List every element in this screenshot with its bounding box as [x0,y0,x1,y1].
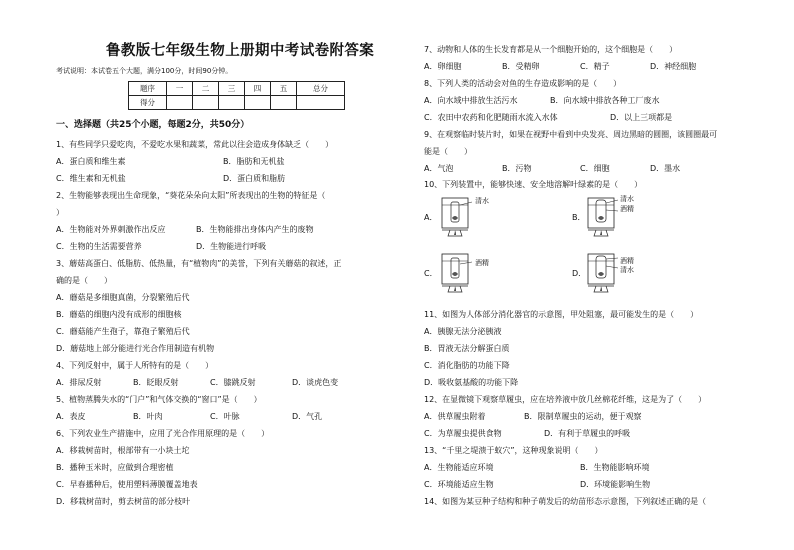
question-stem-continued: 确的是（ ） [56,276,112,285]
score-cell: 二 [193,82,219,96]
option-b: B．胃液无法分解蛋白质 [424,344,510,353]
option-c: C．叶脉 [210,412,240,421]
option-a: A．移栽树苗时，根部带有一小块土坨 [56,446,190,455]
section-heading: 一、选择题（共25个小题，每题2分，共50分） [56,120,250,130]
option-c: C．膝跳反射 [210,378,256,387]
question-stem: 2、生物能够表现出生命现象，“葵花朵朵向太阳”所表现出的生物的特征是（ [56,191,326,200]
option-b: B．蘑菇的细胞内没有成形的细胞核 [56,310,182,319]
score-input-cell [245,96,271,110]
option-d: D．蛋白质和脂肪 [223,174,286,183]
score-cell: 四 [245,82,271,96]
option-a: A．蘑菇是多细胞真菌，分裂繁殖后代 [56,293,190,302]
option-c: C．维生素和无机盐 [56,174,126,183]
option-a: A．表皮 [56,412,86,421]
score-table-score-row [129,96,345,110]
option-a: A．向水域中排放生活污水 [424,96,518,105]
option-c: C．蘑菇能产生孢子，靠孢子繁殖后代 [56,327,190,336]
score-table [128,81,345,110]
option-d: D．以上三项都是 [610,113,673,122]
score-input-cell [193,96,219,110]
option-b: B．脂肪和无机盐 [223,157,285,166]
question-stem-continued: 能是（ ） [424,147,472,156]
question-stem: 10、下列装置中，能够快速、安全地溶解叶绿素的是（ ） [424,180,643,189]
question-stem: 5、植物蒸腾失水的“门户”和气体交换的“窗口”是（ ） [56,395,262,404]
option-c: C．生物的生活需要营养 [56,242,142,251]
option-d: D．移栽树苗时，剪去树苗的部分枝叶 [56,497,191,506]
option-c: C．农田中农药和化肥随雨水流入水体 [424,113,558,122]
question-stem: 1、有些同学只爱吃肉，不爱吃水果和蔬菜，常此以往会造成身体缺乏（ ） [56,140,334,149]
question-stem-continued: ） [56,208,64,217]
score-table-header-row [129,82,345,96]
question-stem: 6、下列农业生产措施中，应用了光合作用原理的是（ ） [56,429,270,438]
question-stem: 4、下列反射中，属于人所特有的是（ ） [56,361,214,370]
option-a: A．生物能适应环境 [424,463,494,472]
option-c: C．细胞 [580,164,610,173]
score-cell: 得分 [129,96,167,110]
score-input-cell [219,96,245,110]
question-stem: 13、“千里之堤溃于蚁穴”，这种现象说明（ ） [424,446,603,455]
option-b: B．受精卵 [502,62,540,71]
option-c: C．为草履虫提供食物 [424,429,502,438]
option-b: B．叶肉 [133,412,163,421]
label-water: 清水 [475,197,489,205]
question-stem: 8、下列人类的活动会对鱼的生存造成影响的是（ ） [424,79,622,88]
option-d: D．有利于草履虫的呼吸 [544,429,631,438]
option-c: C． [424,269,438,278]
score-input-cell [167,96,193,110]
option-a: A．蛋白质和维生素 [56,157,126,166]
score-cell: 题序 [129,82,167,96]
option-d: D．环境能影响生物 [580,480,651,489]
option-a: A．生物能对外界刺激作出反应 [56,225,166,234]
option-c: C．精子 [580,62,610,71]
exam-instructions: 考试说明：本试卷五个大题，满分100分，时间90分钟。 [56,67,233,75]
label-water: 清水 [620,195,634,203]
option-d: D．气孔 [292,412,323,421]
option-a: A．胰腺无法分泌胰液 [424,327,502,336]
option-b: B．限制草履虫的运动，便于观察 [524,412,642,421]
option-b: B．向水域中排放各种工厂废水 [550,96,660,105]
option-d: D．谈虎色变 [292,378,339,387]
score-cell: 五 [271,82,297,96]
question-stem: 3、蘑菇高蛋白、低脂肪、低热量，有“植物肉”的美誉，下列有关蘑菇的叙述，正 [56,259,342,268]
option-a: A．卵细胞 [424,62,462,71]
option-b: B．生物能影响环境 [580,463,650,472]
score-input-cell [271,96,297,110]
right-column [414,0,754,550]
question-stem: 7、动物和人体的生长发育都是从一个细胞开始的，这个细胞是（ ） [424,45,678,54]
option-b: B． [572,213,586,222]
label-alcohol: 酒精 [620,205,634,213]
option-c: C．早春播种后，使用塑料薄膜覆盖地表 [56,480,198,489]
question-stem: 11、如图为人体部分消化器官的示意图，甲处阻塞，最可能发生的是（ ） [424,310,699,319]
label-alcohol: 酒精 [475,259,489,267]
option-d: D．神经细胞 [650,62,697,71]
option-a: A．供草履虫附着 [424,412,486,421]
apparatus-c-diagram [438,250,490,294]
left-column [48,0,382,550]
option-d: D．蘑菇地上部分能进行光合作用制造有机物 [56,344,215,353]
option-c: C．环境能适应生物 [424,480,494,489]
option-d: D． [572,269,587,278]
option-c: C．消化脂肪的功能下降 [424,361,510,370]
page-title: 鲁教版七年级生物上册期中考试卷附答案 [106,42,375,59]
score-cell: 一 [167,82,193,96]
option-a: A．气泡 [424,164,454,173]
option-b: B．播种玉米时，应做到合理密植 [56,463,174,472]
option-d: D．生物能进行呼吸 [196,242,267,251]
question-stem: 14、如图为某豆种子结构和种子萌发后的幼苗形态示意图，下列叙述正确的是（ [424,497,707,506]
question-stem: 12、在显微镜下观察草履虫，应在培养液中放几丝棉花纤维，这是为了（ ） [424,395,707,404]
option-a: A． [424,213,438,222]
score-cell: 三 [219,82,245,96]
option-d: D．墨水 [650,164,681,173]
question-stem: 9、在观察临时装片时，如果在视野中看到中央发亮、周边黑暗的圆圈，该圆圈最可 [424,130,718,139]
label-alcohol: 酒精 [620,257,634,265]
score-cell: 总分 [297,82,345,96]
option-a: A．排尿反射 [56,378,102,387]
option-b: B．眨眼反射 [133,378,179,387]
label-water: 清水 [620,266,634,274]
option-d: D．吸收氨基酸的功能下降 [424,378,519,387]
option-b: B．生物能排出身体内产生的废物 [196,225,314,234]
score-input-cell [297,96,345,110]
option-b: B．污物 [502,164,532,173]
